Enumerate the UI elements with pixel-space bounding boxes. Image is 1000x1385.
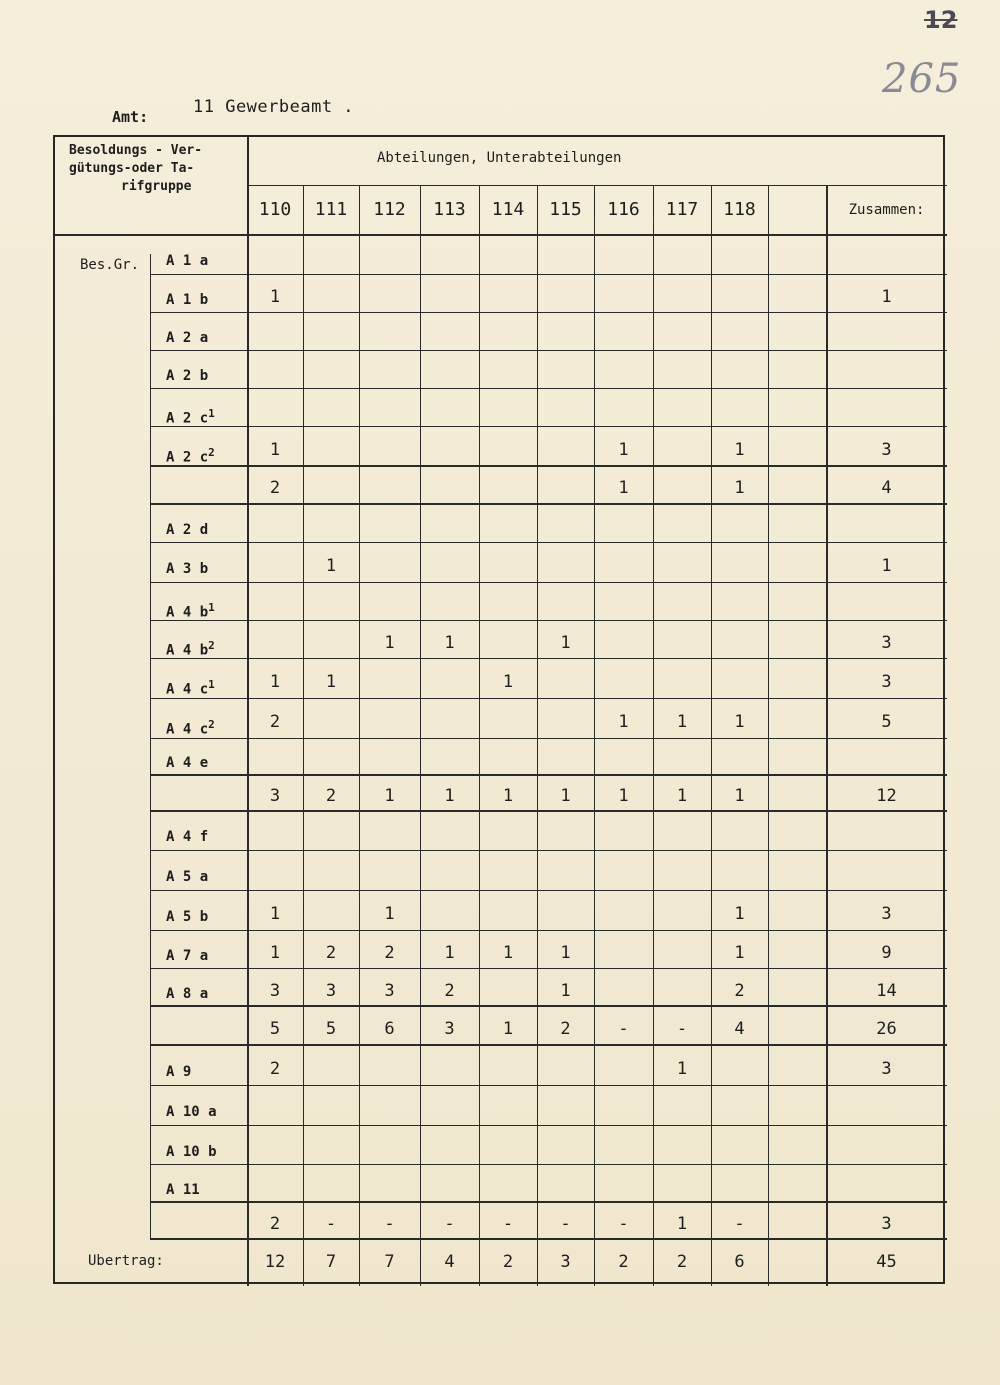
table-cell: 5 [269, 1018, 281, 1039]
column-header: 111 [314, 199, 348, 220]
column-header: 117 [665, 199, 699, 220]
footer-label: Ubertrag: [88, 1253, 164, 1269]
table-cell: 1 [502, 786, 514, 806]
row-divider [150, 968, 947, 969]
table-cell: - [618, 1018, 629, 1039]
footer-cell: 7 [384, 1252, 395, 1272]
table-cell: 14 [876, 980, 897, 1001]
column-header: 116 [607, 199, 640, 220]
column-header: 114 [491, 199, 525, 220]
table-cell: 5 [325, 1018, 337, 1039]
table-cell: 26 [876, 1018, 897, 1039]
row-divider [150, 658, 947, 659]
group-label-line-3: rifgruppe [121, 179, 192, 194]
amt-value: 11 Gewerbeamt . [193, 97, 355, 117]
table-cell: 1 [444, 633, 455, 653]
row-divider [150, 1238, 947, 1240]
row-label-text: A 5 a [166, 869, 209, 885]
table-cell: 1 [676, 712, 688, 732]
table-cell: 4 [734, 1018, 745, 1039]
salary-group-table [53, 135, 945, 1284]
footer-cell: 2 [502, 1252, 514, 1272]
table-cell: 3 [881, 633, 892, 653]
column-header: 118 [723, 199, 756, 220]
table-cell: 5 [881, 712, 892, 732]
row-label-superscript: 2 [208, 639, 215, 652]
row-label [166, 329, 208, 347]
row-label-text: A 8 a [166, 985, 209, 1002]
row-label-text: A 1 a [166, 253, 209, 269]
table-cell: 2 [734, 980, 745, 1001]
footer-cell: 2 [676, 1252, 688, 1272]
row-label-text: A 4 e [166, 755, 209, 771]
table-cell: 1 [676, 1058, 688, 1079]
row-label [166, 828, 208, 846]
row-label [166, 367, 208, 385]
row-divider [150, 274, 947, 275]
row-label-text: A 2 d [166, 521, 209, 538]
row-label [166, 716, 215, 739]
table-cell: 1 [384, 633, 395, 653]
table-cell: 1 [676, 1213, 688, 1234]
row-divider [150, 312, 947, 313]
row-label [166, 405, 215, 428]
table-cell: 1 [560, 980, 571, 1001]
row-divider [150, 810, 947, 812]
table-cell: 2 [269, 1058, 281, 1079]
row-label-text: A 4 b [166, 604, 209, 621]
table-cell: 3 [881, 672, 892, 692]
row-label-text: A 10 a [166, 1104, 217, 1120]
table-cell: 4 [881, 478, 892, 498]
row-label-text: A 2 c [166, 449, 209, 466]
row-divider [150, 1201, 947, 1203]
row-label-text: A 2 c [166, 410, 209, 427]
row-label [166, 252, 208, 270]
table-cell: 3 [881, 1213, 892, 1234]
table-cell: 1 [734, 439, 745, 460]
row-divider [150, 890, 947, 891]
row-label [166, 1143, 217, 1161]
row-label [166, 291, 208, 309]
row-label-text: A 4 c [166, 681, 209, 698]
row-label-text: A 4 c [166, 721, 209, 738]
row-label [166, 754, 208, 772]
table-cell: 1 [384, 904, 395, 924]
table-cell: - [676, 1018, 688, 1039]
table-cell: 1 [560, 943, 571, 963]
row-label-text: A 9 [166, 1063, 192, 1080]
row-label [166, 947, 208, 965]
table-cell: 1 [618, 712, 629, 732]
table-cell: 1 [502, 943, 514, 963]
row-label-text: A 4 f [166, 829, 209, 845]
row-label [166, 1063, 191, 1081]
row-label-superscript: 2 [208, 445, 215, 459]
row-divider [150, 388, 947, 389]
row-label-superscript: 1 [208, 407, 215, 420]
group-prefix: Bes.Gr. [80, 257, 140, 273]
row-label-text: A 5 b [166, 909, 209, 925]
row-label [166, 637, 215, 660]
table-cell: 1 [560, 633, 571, 653]
table-cell: 1 [444, 943, 455, 963]
table-cell: 3 [881, 439, 892, 460]
group-label-line-2: gütungs-oder Ta- [69, 161, 195, 176]
table-cell: 2 [269, 712, 281, 732]
table-cell: 1 [881, 556, 892, 576]
table-cell: 1 [502, 672, 514, 692]
table-cell: 3 [444, 1018, 455, 1039]
table-cell: 1 [269, 904, 281, 924]
row-divider [150, 774, 947, 776]
table-cell: 6 [384, 1018, 395, 1039]
table-cell: 1 [734, 904, 745, 924]
table-cell: 1 [560, 786, 571, 806]
row-label [166, 985, 208, 1003]
table-cell: 2 [269, 478, 281, 498]
label-inner-divider [150, 254, 151, 1238]
table-cell: 1 [676, 786, 688, 806]
table-cell: 1 [734, 943, 745, 963]
row-label-superscript: 1 [208, 601, 215, 614]
footer-cell: 2 [618, 1252, 629, 1272]
row-label-text: A 2 a [166, 330, 209, 346]
table-cell: 1 [384, 786, 395, 806]
row-divider [150, 542, 947, 543]
footer-cell: 45 [876, 1252, 897, 1272]
table-cell: - [502, 1213, 514, 1234]
row-label [166, 444, 215, 467]
footer-cell: 6 [734, 1252, 745, 1272]
row-label-superscript: 1 [208, 678, 215, 691]
table-cell: 1 [444, 786, 455, 806]
table-cell: 1 [734, 478, 745, 498]
row-divider [150, 620, 947, 621]
table-cell: 2 [269, 1213, 281, 1234]
row-divider [150, 426, 947, 427]
row-label-text: A 7 a [166, 948, 209, 964]
table-cell: - [618, 1213, 629, 1234]
table-cell: 1 [325, 672, 337, 692]
table-cell: 12 [876, 786, 897, 806]
row-label-text: A 10 b [166, 1143, 217, 1160]
row-label [166, 599, 215, 622]
row-divider [150, 1005, 947, 1007]
table-cell: 3 [325, 980, 337, 1001]
row-label-text: A 1 b [166, 292, 209, 308]
table-cell: 1 [269, 439, 281, 460]
table-cell: 1 [618, 786, 629, 806]
table-cell: 2 [384, 943, 395, 963]
departments-title: Abteilungen, Unterabteilungen [377, 150, 622, 166]
table-cell: 3 [269, 786, 281, 806]
table-cell: 1 [269, 287, 281, 307]
column-header: 112 [373, 199, 406, 220]
table-cell: - [325, 1213, 337, 1234]
page-number: 12 [924, 6, 958, 34]
footer-cell: 12 [264, 1252, 286, 1272]
row-label-text: A 4 b [166, 642, 209, 659]
handwritten-page-number: 265 [882, 56, 962, 102]
footer-cell: 7 [325, 1252, 337, 1272]
row-divider [150, 350, 947, 351]
table-cell: 3 [269, 980, 281, 1001]
table-cell: 3 [881, 1058, 892, 1079]
row-label [166, 521, 208, 539]
row-divider [150, 503, 947, 505]
row-divider [150, 1085, 947, 1086]
amt-label: Amt: [112, 108, 149, 126]
footer-cell: 3 [560, 1252, 571, 1272]
row-label-text: A 2 b [166, 368, 209, 384]
table-cell: 1 [618, 439, 629, 460]
row-divider [150, 930, 947, 931]
table-cell: 2 [325, 943, 337, 963]
table-cell: 1 [269, 672, 281, 692]
row-label-text: A 11 [166, 1181, 200, 1198]
column-header: Zusammen: [848, 202, 925, 218]
row-divider [150, 850, 947, 851]
table-cell: - [560, 1213, 571, 1234]
group-label-line-1: Besoldungs - Ver- [69, 143, 203, 158]
table-cell: 1 [325, 556, 337, 576]
column-header: 115 [549, 199, 582, 220]
row-label [166, 676, 215, 699]
row-label [166, 868, 208, 886]
table-cell: 1 [502, 1018, 514, 1039]
dept-title-divider [247, 185, 947, 186]
table-cell: 1 [881, 287, 892, 307]
header-divider [55, 234, 947, 236]
table-cell: 1 [734, 712, 745, 732]
row-divider [150, 698, 947, 699]
table-cell: - [444, 1213, 455, 1234]
row-divider [150, 465, 947, 467]
row-label [166, 908, 208, 926]
table-cell: 9 [881, 943, 892, 963]
column-header: 113 [433, 199, 466, 220]
table-cell: - [734, 1213, 745, 1234]
table-cell: 1 [269, 943, 281, 963]
row-label [166, 1181, 200, 1199]
table-cell: 2 [560, 1018, 571, 1039]
row-label [166, 1103, 217, 1121]
table-cell: 3 [384, 980, 395, 1001]
row-divider [150, 582, 947, 583]
table-cell: 1 [734, 786, 745, 806]
column-header: 110 [258, 199, 292, 220]
table-cell: 2 [325, 786, 337, 806]
table-cell: 3 [881, 904, 892, 924]
row-label [166, 560, 208, 578]
row-divider [150, 1044, 947, 1046]
row-label-text: A 3 b [166, 561, 209, 577]
table-cell: 2 [444, 980, 455, 1001]
table-cell: 1 [618, 478, 629, 498]
row-divider [150, 738, 947, 739]
row-divider [150, 1164, 947, 1165]
row-divider [150, 1125, 947, 1126]
row-label-superscript: 2 [208, 718, 215, 731]
table-cell: - [384, 1213, 395, 1234]
footer-cell: 4 [444, 1252, 455, 1272]
